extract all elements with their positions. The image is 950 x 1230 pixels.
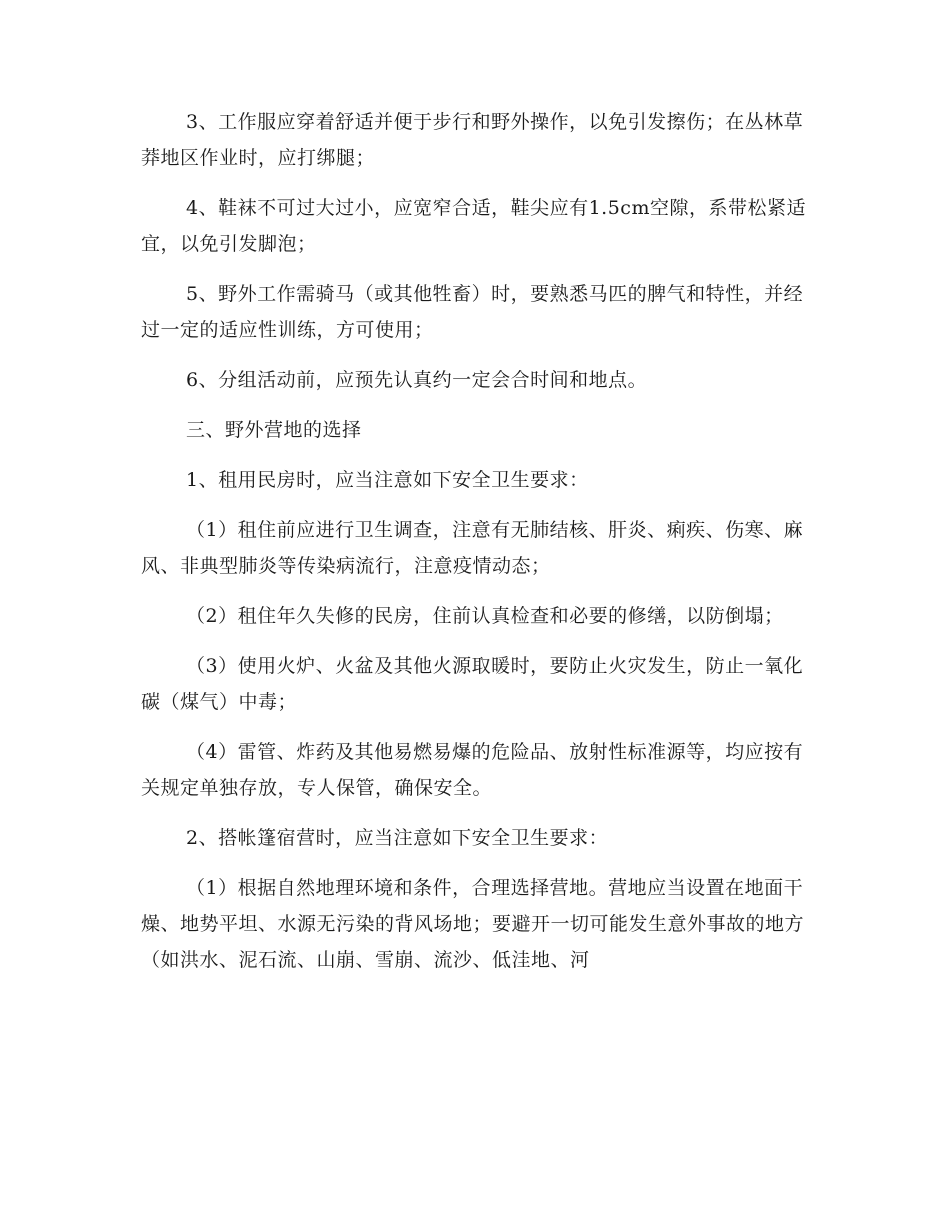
paragraph-group-activity: 6、分组活动前，应预先认真约一定会合时间和地点。	[186, 369, 648, 391]
paragraph-work-clothes: 3、工作服应穿着舒适并便于步行和野外操作，以免引发擦伤；在丛林草莽地区作业时，应打绑腿；	[141, 111, 804, 169]
section-heading-camp-selection: 三、野外营地的选择	[186, 419, 362, 441]
paragraph-old-houses: （2）租住年久失修的民房，住前认真检查和必要的修缮，以防倒塌；	[186, 605, 784, 627]
paragraph-shoes-socks: 4、鞋袜不可过大过小，应宽窄合适，鞋尖应有1.5cm空隙，系带松紧适宜，以免引发脚泡；	[141, 197, 806, 255]
paragraph-tent-camping: 2、搭帐篷宿营时，应当注意如下安全卫生要求：	[186, 827, 609, 849]
document-body	[141, 104, 821, 992]
paragraph-heating-safety: （3）使用火炉、火盆及其他火源取暖时，要防止火灾发生，防止一氧化碳（煤气）中毒；	[141, 655, 804, 713]
paragraph-renting-houses: 1、租用民房时，应当注意如下安全卫生要求：	[186, 469, 589, 491]
paragraph-explosives-storage: （4）雷管、炸药及其他易燃易爆的危险品、放射性标准源等，均应按有关规定单独存放，专人保管，确保安全。	[141, 741, 804, 799]
paragraph-camp-site-choice: （1）根据自然地理环境和条件，合理选择营地。营地应当设置在地面干燥、地势平坦、水源无污染的背风场地；要避开一切可能发生意外事故的地方（如洪水、泥石流、山崩、雪崩、流沙、低洼地、河	[141, 877, 805, 971]
paragraph-health-survey: （1）租住前应进行卫生调查，注意有无肺结核、肝炎、痢疾、伤寒、麻风、非典型肺炎等传染病流行，注意疫情动态；	[141, 519, 804, 577]
paragraph-horse-riding: 5、野外工作需骑马（或其他牲畜）时，要熟悉马匹的脾气和特性，并经过一定的适应性训练，方可使用；	[141, 283, 804, 341]
